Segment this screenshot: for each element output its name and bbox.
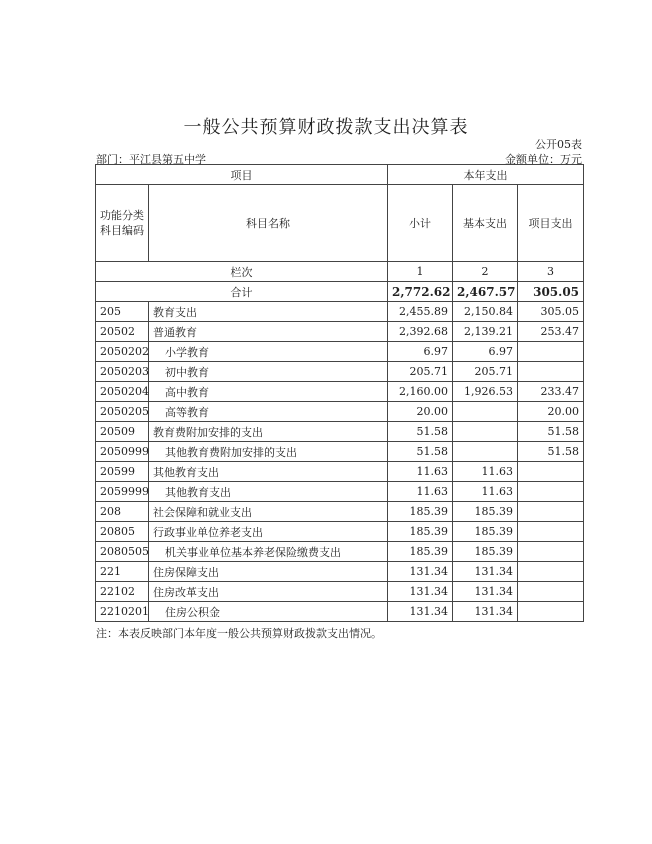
table-row (96, 582, 584, 602)
row-project: 51.58 (518, 442, 584, 462)
row-subtotal: 11.63 (388, 462, 453, 482)
row-code: 22102 (96, 582, 149, 602)
row-subtotal: 185.39 (388, 542, 453, 562)
row-basic: 2,139.21 (453, 322, 518, 342)
row-basic: 1,926.53 (453, 382, 518, 402)
row-name: 住房保障支出 (149, 562, 388, 582)
row-code: 205 (96, 302, 149, 322)
row-subtotal: 6.97 (388, 342, 453, 362)
row-subtotal: 20.00 (388, 402, 453, 422)
table-row (96, 482, 584, 502)
row-basic (453, 402, 518, 422)
table-row (96, 562, 584, 582)
row-project (518, 582, 584, 602)
row-project (518, 562, 584, 582)
row-subtotal: 131.34 (388, 602, 453, 622)
total-label: 合计 (96, 282, 388, 302)
header-basic: 基本支出 (453, 185, 518, 262)
row-basic: 131.34 (453, 582, 518, 602)
row-name: 小学教育 (149, 342, 388, 362)
row-name: 教育费附加安排的支出 (149, 422, 388, 442)
row-basic: 11.63 (453, 462, 518, 482)
row-code: 2050204 (96, 382, 149, 402)
row-subtotal: 185.39 (388, 522, 453, 542)
row-subtotal: 2,455.89 (388, 302, 453, 322)
total-project: 305.05 (518, 282, 584, 302)
footnote: 注：本表反映部门本年度一般公共预算财政拨款支出情况。 (96, 627, 382, 640)
row-name: 其他教育费附加安排的支出 (149, 442, 388, 462)
row-subtotal: 205.71 (388, 362, 453, 382)
row-code: 2050999 (96, 442, 149, 462)
row-code: 2050202 (96, 342, 149, 362)
department-label: 部门：平江县第五中学 (96, 153, 206, 166)
column-number-1: 1 (388, 262, 453, 282)
row-subtotal: 11.63 (388, 482, 453, 502)
row-basic: 131.34 (453, 602, 518, 622)
table-row (96, 462, 584, 482)
table-row (96, 422, 584, 442)
table-row (96, 322, 584, 342)
row-basic: 11.63 (453, 482, 518, 502)
table-row (96, 362, 584, 382)
column-number-3: 3 (518, 262, 584, 282)
row-project (518, 542, 584, 562)
total-row (96, 282, 584, 302)
row-name: 初中教育 (149, 362, 388, 382)
header-code: 功能分类科目编码 (96, 185, 149, 262)
row-basic: 205.71 (453, 362, 518, 382)
row-project (518, 462, 584, 482)
row-name: 住房公积金 (149, 602, 388, 622)
row-basic (453, 422, 518, 442)
row-code: 2080505 (96, 542, 149, 562)
row-project (518, 362, 584, 382)
row-name: 高中教育 (149, 382, 388, 402)
table-row (96, 402, 584, 422)
row-code: 2210201 (96, 602, 149, 622)
row-name: 住房改革支出 (149, 582, 388, 602)
table-row (96, 302, 584, 322)
table-row (96, 502, 584, 522)
table-row (96, 342, 584, 362)
unit-label: 金额单位：万元 (505, 153, 582, 166)
row-subtotal: 2,392.68 (388, 322, 453, 342)
row-subtotal: 131.34 (388, 562, 453, 582)
row-code: 221 (96, 562, 149, 582)
page-title: 一般公共预算财政拨款支出决算表 (183, 117, 469, 138)
row-name: 其他教育支出 (149, 482, 388, 502)
row-basic: 185.39 (453, 542, 518, 562)
row-name: 普通教育 (149, 322, 388, 342)
row-code: 20509 (96, 422, 149, 442)
row-project: 20.00 (518, 402, 584, 422)
row-project: 305.05 (518, 302, 584, 322)
row-name: 行政事业单位养老支出 (149, 522, 388, 542)
row-project (518, 342, 584, 362)
row-basic (453, 442, 518, 462)
row-basic: 6.97 (453, 342, 518, 362)
row-name: 机关事业单位基本养老保险缴费支出 (149, 542, 388, 562)
header-name: 科目名称 (149, 185, 388, 262)
column-number-2: 2 (453, 262, 518, 282)
table-row (96, 522, 584, 542)
row-project (518, 602, 584, 622)
table-row (96, 442, 584, 462)
total-basic: 2,467.57 (453, 282, 518, 302)
header-item: 项目 (96, 165, 388, 185)
row-name: 教育支出 (149, 302, 388, 322)
row-subtotal: 51.58 (388, 422, 453, 442)
row-project (518, 502, 584, 522)
table-row (96, 382, 584, 402)
expenditure-table (95, 164, 584, 622)
row-basic: 131.34 (453, 562, 518, 582)
row-project: 51.58 (518, 422, 584, 442)
row-subtotal: 185.39 (388, 502, 453, 522)
row-code: 20599 (96, 462, 149, 482)
row-project: 253.47 (518, 322, 584, 342)
row-code: 208 (96, 502, 149, 522)
row-code: 2050205 (96, 402, 149, 422)
row-code: 2050203 (96, 362, 149, 382)
row-code: 20502 (96, 322, 149, 342)
row-name: 高等教育 (149, 402, 388, 422)
row-basic: 185.39 (453, 522, 518, 542)
row-code: 2059999 (96, 482, 149, 502)
row-project (518, 482, 584, 502)
row-project: 233.47 (518, 382, 584, 402)
row-basic: 185.39 (453, 502, 518, 522)
row-code: 20805 (96, 522, 149, 542)
row-project (518, 522, 584, 542)
total-subtotal: 2,772.62 (388, 282, 453, 302)
column-number-label: 栏次 (96, 262, 388, 282)
row-name: 社会保障和就业支出 (149, 502, 388, 522)
row-basic: 2,150.84 (453, 302, 518, 322)
row-name: 其他教育支出 (149, 462, 388, 482)
row-subtotal: 131.34 (388, 582, 453, 602)
table-row (96, 542, 584, 562)
header-project: 项目支出 (518, 185, 584, 262)
form-number: 公开05表 (535, 138, 582, 151)
header-subtotal: 小计 (388, 185, 453, 262)
header-current-year: 本年支出 (388, 165, 584, 185)
row-subtotal: 51.58 (388, 442, 453, 462)
row-subtotal: 2,160.00 (388, 382, 453, 402)
table-row (96, 602, 584, 622)
